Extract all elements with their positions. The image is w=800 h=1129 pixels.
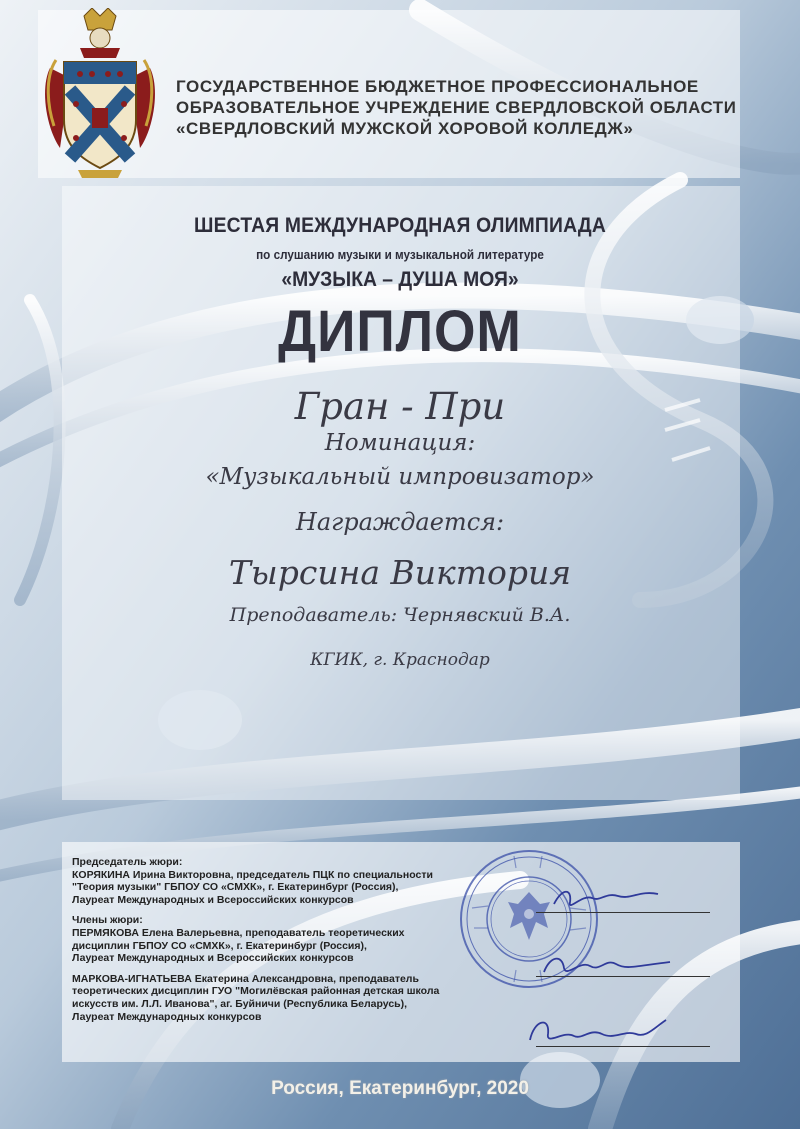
organization-line-1: ГОСУДАРСТВЕННОЕ БЮДЖЕТНОЕ ПРОФЕССИОНАЛЬНОЕ — [176, 77, 699, 96]
footer-location-year: Россия, Екатеринбург, 2020 — [271, 1078, 529, 1099]
jury-chair-label: Председатель жюри: — [72, 856, 183, 868]
signature-member-2-icon — [520, 1010, 670, 1054]
signature-chair-icon — [548, 882, 668, 916]
document-type: ДИПЛОМ — [278, 299, 522, 364]
event-motto: «МУЗЫКА – ДУША МОЯ» — [281, 268, 519, 291]
award-title: Гран - При — [294, 385, 506, 428]
coat-of-arms-icon — [40, 8, 160, 180]
institution-name: КГИК, г. Краснодар — [310, 650, 490, 670]
signature-member-1-icon — [540, 946, 680, 982]
event-title: ШЕСТАЯ МЕЖДУНАРОДНАЯ ОЛИМПИАДА — [193, 214, 607, 237]
teacher-name: Преподаватель: Чернявский В.А. — [229, 604, 571, 626]
recipient-name: Тырсина Виктория — [228, 553, 572, 592]
organization-line-2: ОБРАЗОВАТЕЛЬНОЕ УЧРЕЖДЕНИЕ СВЕРДЛОВСКОЙ ОБЛАСТИ — [176, 98, 737, 117]
jury-chair — [72, 856, 492, 906]
jury-member-2 — [72, 973, 492, 1023]
nomination-name: «Музыкальный импровизатор» — [205, 464, 595, 490]
jury-member-1 — [72, 914, 492, 964]
organization-name — [176, 76, 736, 139]
jury-member-line: теоретических дисциплин ГУО "Могилёвская районная детская школа — [72, 985, 440, 998]
jury-list — [72, 856, 492, 1031]
nomination-label: Номинация: — [324, 430, 476, 456]
event-subtitle: по слушанию музыки и музыкальной литературе — [256, 247, 544, 262]
jury-chair-line: "Теория музыки" ГБПОУ СО «СМХК», г. Екатеринбург (Россия), — [72, 881, 399, 894]
jury-member-line: дисциплин ГБПОУ СО «СМХК», г. Екатеринбург (Россия), — [72, 939, 367, 952]
jury-member-line: Лауреат Международных конкурсов — [72, 1010, 262, 1023]
organization-line-3: «СВЕРДЛОВСКИЙ МУЖСКОЙ ХОРОВОЙ КОЛЛЕДЖ» — [176, 119, 634, 138]
jury-member-line: ПЕРМЯКОВА Елена Валерьевна, преподаватель теоретических — [72, 926, 405, 939]
jury-chair-line: КОРЯКИНА Ирина Викторовна, председатель ПЦК по специальности — [72, 868, 433, 881]
jury-members-label: Члены жюри: — [72, 914, 143, 927]
jury-member-line: искусств им. Л.Л. Иванова", аг. Буйничи (Республика Беларусь), — [72, 997, 408, 1010]
jury-chair-line: Лауреат Международных и Всероссийских конкурсов — [72, 893, 354, 906]
jury-member-line: МАРКОВА-ИГНАТЬЕВА Екатерина Александровна, преподаватель — [72, 972, 419, 985]
jury-member-line: Лауреат Международных и Всероссийских конкурсов — [72, 952, 354, 965]
awarded-label: Награждается: — [295, 508, 505, 536]
